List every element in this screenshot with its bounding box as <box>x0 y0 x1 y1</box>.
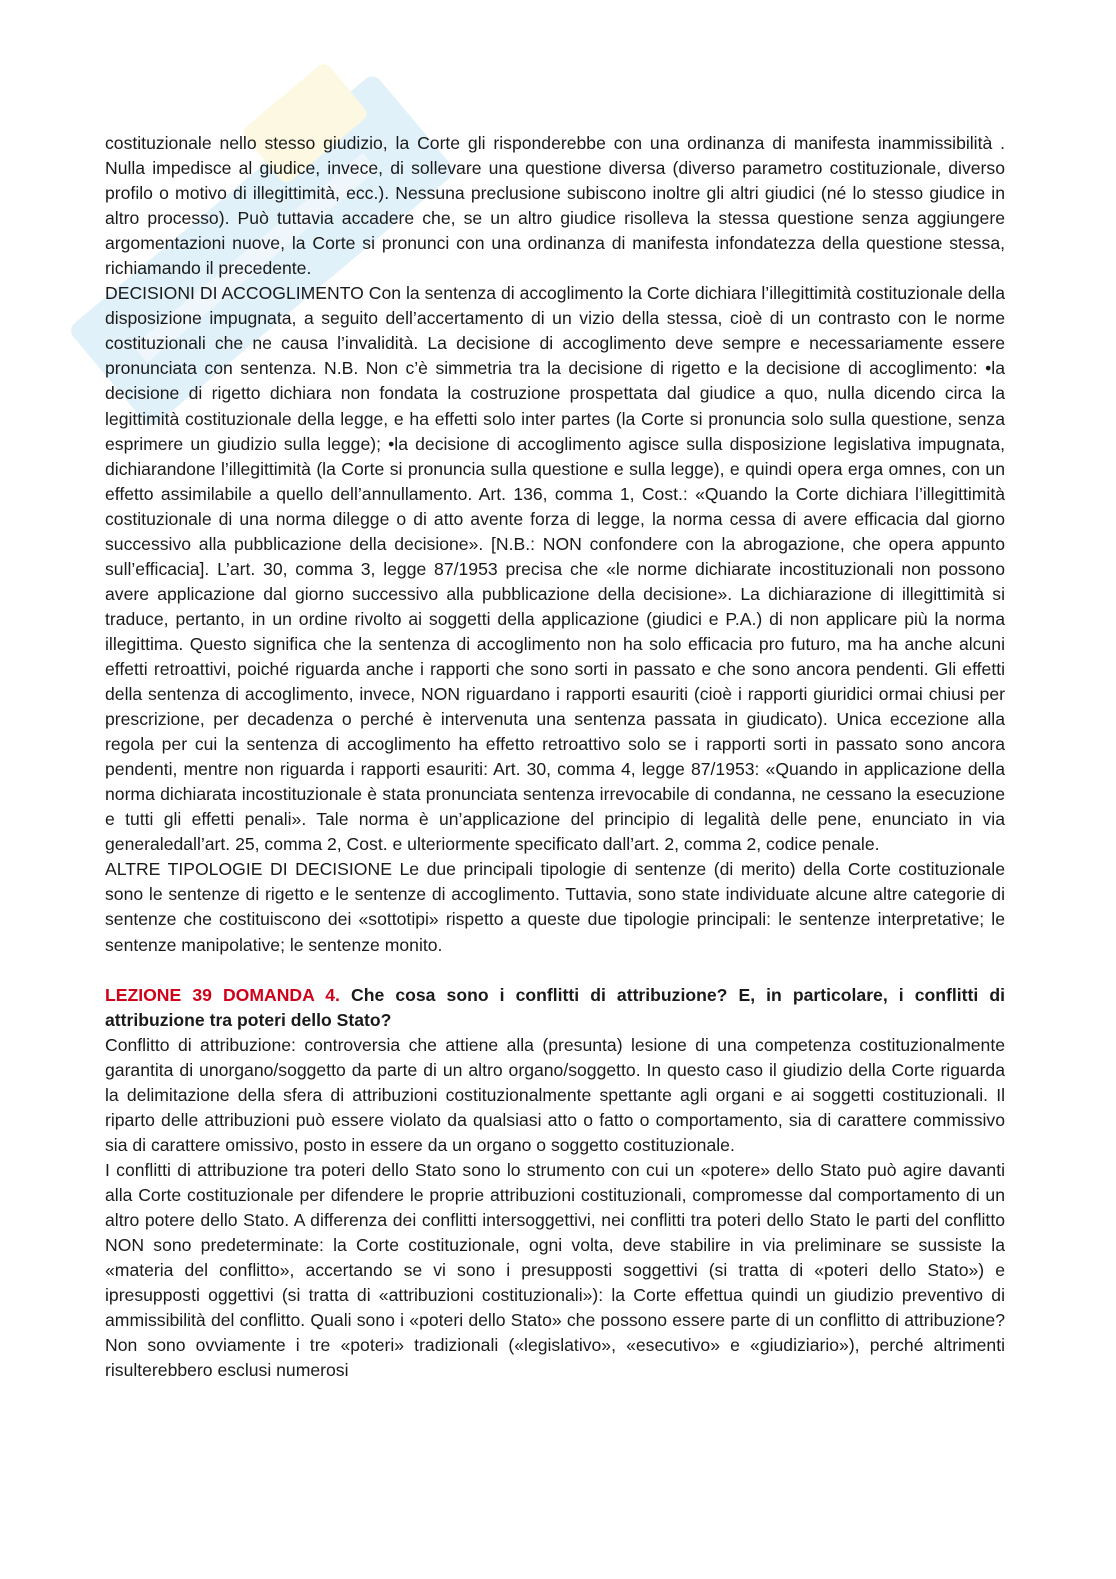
question-text: Che cosa sono i conflitti di attribuzione? E, in particolare, i conflitti di attribuzione tra poteri dello Stato? <box>105 984 1006 1030</box>
document-body <box>105 131 1005 1383</box>
question-tag: LEZIONE 39 DOMANDA 4. <box>105 984 340 1005</box>
paragraph-conflitto-definizione: Conflitto di attribuzione: controversia che attiene alla (presunta) lesione di una competenza costituzionalmente garantita di unorgano/soggetto da parte di un altro organo/soggetto. In questo caso il giudizio della Corte riguarda la delimitazione della sfera di attribuzioni costituzionalmente spettante agli organi e ai soggetti costituzionali. Il riparto delle attribuzioni può essere violato da qualsiasi atto o fatto o comportamento, sia di carattere commissivo sia di carattere omissivo, posto in essere da un organo o soggetto costituzionale. <box>105 1034 1005 1155</box>
paragraph-conflitti-poteri-stato: I conflitti di attribuzione tra poteri dello Stato sono lo strumento con cui un «potere» dello Stato può agire davanti alla Corte costituzionale per difendere le proprie attribuzioni costituzionali, compromesse dal comportamento di un altro potere dello Stato. A differenza dei conflitti intersoggettivi, nei conflitti tra poteri dello Stato le parti del conflitto NON sono predeterminate: la Corte costituzionale, ogni volta, deve stabilire in via preliminare se sussiste la «materia del conflitto», accertando se vi sono i presupposti soggettivi (si tratta di «poteri dello Stato») e ipresupposti oggettivi (si tratta di «attribuzioni costituzionali»): la Corte effettua quindi un giudizio preventivo di ammissibilità del conflitto. Quali sono i «poteri dello Stato» che possono essere parte di un conflitto di attribuzione? Non sono ovviamente i tre «poteri» tradizionali («legislativo», «esecutivo» e «giudiziario»), perché altrimenti risulterebbero esclusi numerosi <box>105 1159 1005 1381</box>
question-heading <box>105 983 1005 1033</box>
paragraph-altre-tipologie: ALTRE TIPOLOGIE DI DECISIONE Le due principali tipologie di sentenze (di merito) della Corte costituzionale sono le sentenze di rigetto e le sentenze di accoglimento. Tuttavia, sono state individuate alcune altre categorie di sentenze che costituiscono dei «sottotipi» rispetto a queste due tipologie principali: le sentenze interpretative; le sentenze manipolative; le sentenze monito. <box>105 859 1005 955</box>
paragraph-decisioni-accoglimento: DECISIONI DI ACCOGLIMENTO Con la sentenza di accoglimento la Corte dichiara l’illegittimità costituzionale della disposizione impugnata, a seguito dell’accertamento di un vizio della stessa, cioè di un contrasto con le norme costituzionali che ne causa l’invalidità. La decisione di accoglimento deve sempre e necessariamente essere pronunciata con sentenza. N.B. Non c’è simmetria tra la decisione di rigetto e la decisione di accoglimento: •la decisione di rigetto dichiara non fondata la costruzione prospettata dal giudice a quo, nulla dicendo circa la legittimità costituzionale della legge, e ha effetti solo inter partes (la Corte si pronuncia solo sulla questione, senza esprimere un giudizio sulla legge); •la decisione di accoglimento agisce sulla disposizione legislativa impugnata, dichiarandone l’illegittimità (la Corte si pronuncia sulla questione e sulla legge), e quindi opera erga omnes, con un effetto assimilabile a quello dell’annullamento. Art. 136, comma 1, Cost.: «Quando la Corte dichiara l’illegittimità costituzionale di una norma dilegge o di atto avente forza di legge, la norma cessa di avere efficacia dal giorno successivo alla pubblicazione della decisione». [N.B.: NON confondere con la abrogazione, che opera appunto sull’efficacia]. L’art. 30, comma 3, legge 87/1953 precisa che «le norme dichiarate incostituzionali non possono avere applicazione dal giorno successivo alla pubblicazione della decisione». La dichiarazione di illegittimità si traduce, pertanto, in un ordine rivolto ai soggetti della applicazione (giudici e P.A.) di non applicare più la norma illegittima. Questo significa che la sentenza di accoglimento non ha solo efficacia pro futuro, ma ha anche alcuni effetti retroattivi, poiché riguarda anche i rapporti che sono sorti in passato e che sono ancora pendenti. Gli effetti della sentenza di accoglimento, invece, NON riguardano i rapporti esauriti (cioè i rapporti giuridici ormai chiusi per prescrizione, per decadenza o perché è intervenuta una sentenza passata in giudicato). Unica eccezione alla regola per cui la sentenza di accoglimento ha effetto retroattivo solo se i rapporti sorti in passato sono ancora pendenti, mentre non riguarda i rapporti esauriti: Art. 30, comma 4, legge 87/1953: «Quando in applicazione della norma dichiarata incostituzionale è stata pronunciata sentenza irrevocabile di condanna, ne cessano la esecuzione e tutti gli effetti penali». Tale norma è un’applicazione del principio di legalità delle pene, enunciato in via generaledall’art. 25, comma 2, Cost. e ulteriormente specificato dall’art. 2, comma 2, codice penale. <box>105 283 1005 855</box>
section-spacer <box>105 958 1005 983</box>
paragraph-manifesta-infondatezza: costituzionale nello stesso giudizio, la Corte gli risponderebbe con una ordinanza di manifesta inammissibilità . Nulla impedisce al giudice, invece, di sollevare una questione diversa (diverso parametro costituzionale, diverso profilo o motivo di illegittimità, ecc.). Nessuna preclusione subiscono inoltre gli altri giudici (né lo stesso giudice in altro processo). Può tuttavia accadere che, se un altro giudice risolleva la stessa questione senza aggiungere argomentazioni nuove, la Corte si pronunci con una ordinanza di manifesta infondatezza della questione stessa, richiamando il precedente. <box>105 133 1005 279</box>
